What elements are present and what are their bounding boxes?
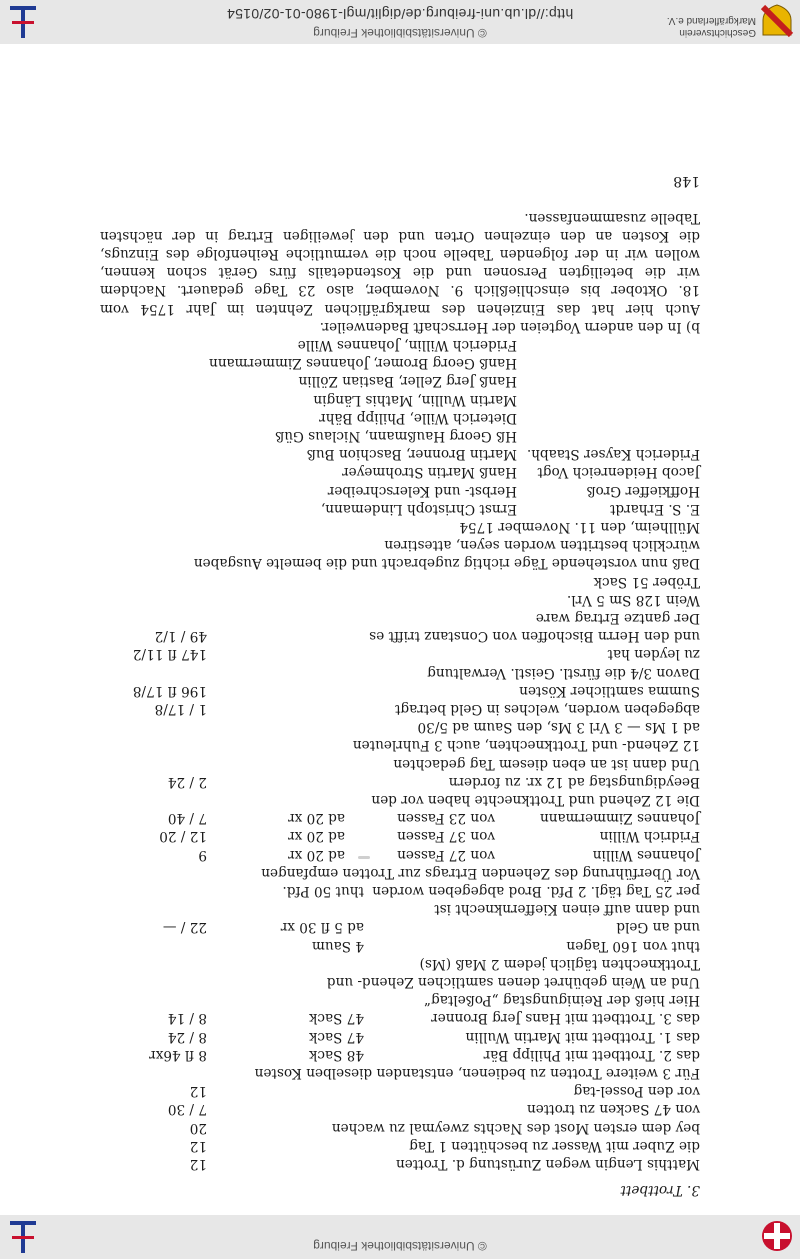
row-amount: 22 / — [162,919,207,936]
row-amount: 7 / 40 [167,810,207,827]
permalink-url[interactable]: http://dl.ub.uni-freiburg.de/diglit/mgl-1980-01-02/0154 [226,6,574,22]
paragraph-line: 18. Oktober bis einschließlich 9. November, also 23 Tage gedauert. Nachdem [100,282,700,299]
row-text: Die 12 Zehend und Trottknechte haben vor den [371,792,700,808]
row-amount: 12 [189,1137,207,1154]
row-text: thut von 160 Tagen [566,937,700,954]
section-heading: 3. Trottbett [620,1182,700,1198]
row-text: vor den Possel-tag [573,1083,700,1100]
row-middle: 48 Sack [309,1046,364,1063]
row-text: das 3. Trottbett mit Hans Jerg Bronner [431,1010,700,1027]
row-middle: ad 5 fl 30 xr [280,919,364,936]
paragraph-line: Auch hier hat das Einziehen des markgräflichen Zehnten im Jahr 1754 vom [100,300,700,317]
row-rate: ad 20 xr [288,810,345,827]
row-quantity: von 23 Fassen [397,810,495,827]
row-text: Jacob Heidenreich Vogt [537,464,700,481]
row-amount: 9 [198,846,207,863]
row-middle: Ernst Christoph Lindemann, [320,500,517,517]
row-amount: 196 fl 17/8 [132,682,207,699]
row-text: Daß nun vorstehende Täge richtig zugebracht und die bemelte Ausgaben [193,555,700,572]
row-text: Johannes Willin [592,846,700,863]
row-middle: Martin Bronner, Baschion Buß [306,446,517,463]
row-text: Wein 128 Sm 5 Vrl. [566,591,700,608]
row-text: das 2. Trottbett mit Philipp Bär [483,1046,700,1063]
row-text: bey dem ersten Most des Nachts zweymal zu wachen [331,1119,700,1136]
row-amount: 12 [189,1083,207,1100]
row-text: Davon 3/4 die fürstl. Geistl. Verwaltung [427,664,700,681]
paragraph-line: die Kosten an den einzelnen Orten und den jeweiligen Ertrag in der nächsten [100,227,700,244]
page-number: 148 [673,173,700,190]
row-text: Für 3 weitere Trotten zu bedienen, entstanden dieselben Kosten [254,1065,700,1081]
row-text: würcklich bestritten worden seyen, attestiren [384,537,700,554]
row-amount: 8 fl 46xr [149,1046,207,1063]
row-text: abgegeben worden, welches in Geld betragt [395,701,700,717]
row-text: per 25 Tag tägl. 2 Pfd. Brod abgegeben worden [372,883,700,899]
row-text: Tröber 51 Sack [593,573,700,590]
row-amount: 147 fl 11/2 [132,646,207,663]
row-amount: 12 [189,1156,207,1172]
row-amount: 1 / 17/8 [154,701,207,717]
row-text: E. S. Erhardt [610,500,700,517]
row-text: Hier hieß der Reinigungstag „Poßeltag“ [424,992,700,1009]
row-middle: 47 Sack [309,1010,364,1027]
row-text: das 1. Trottbett mit Martin Wullin [465,1028,700,1045]
ub-tower-icon [8,1219,38,1255]
row-text: von 47 Sacken zu trotten [526,1101,700,1118]
row-amount: 49 / 1/2 [154,628,207,645]
row-text: b) In den andern Vogteien der Herrschaft Badenweiler. [319,318,700,335]
row-text: Müllheim, den 11. November 1754 [459,519,700,535]
row-middle: Hanß Martin Strohmeyer [342,464,517,481]
row-amount: 12 / 20 [159,828,207,845]
row-amount: 8 / 24 [167,1028,207,1045]
row-text: die Zuber mit Wasser zu beschütten 1 Tag [409,1137,700,1154]
row-middle: 47 Sack [309,1028,364,1045]
row-middle: Hanß Georg Bromer, Johannes Zimmermann [209,355,517,372]
row-text: und an Geld [616,919,700,936]
row-amount: 8 / 14 [167,1010,207,1027]
row-text: Und an Wein gebühret denen samtlichen Zehend- und [326,974,700,990]
row-middle: Martin Wullin, Mathis Längin [313,391,517,408]
row-text: Johannes Zimmermann [540,810,700,827]
row-text: Summa samtlicher Kösten [519,682,700,699]
row-text: Friderich Kayser Staabh. [526,446,700,463]
row-middle: Herbst- und Kelerschreiber [327,482,517,499]
paragraph-line: wir die beteiligten Personen und die Kostendetails fürs Gerät schon kennen, [100,264,700,281]
paragraph-line: wollen wir in der folgenden Tabelle noch die vermutliche Reihenfolge des Einzugs, [100,246,700,262]
bottom-info-bar [0,1215,800,1259]
ub-tower-icon-top [8,4,38,40]
society-line-2: Markgräflerland e.V. [666,15,756,26]
row-middle: Dieterich Wille, Philipp Bähr [319,409,517,426]
row-amount: 20 [189,1119,207,1136]
row-text: und dann auff einen Kieffernknecht ist [434,901,700,918]
row-amount: 7 / 30 [167,1101,207,1118]
row-text: Matthis Lengin wegen Zurüstung d. Trotten [395,1156,700,1172]
row-text: und den Herrn Bischoffen von Constanz trifft es [369,628,700,645]
top-info-bar [0,0,800,44]
society-line-1: Geschichtsverein [679,27,756,38]
library-holder-text: © Universitätsbibliothek Freiburg [313,1239,487,1253]
library-holder-text-top: © Universitätsbibliothek Freiburg [313,26,487,40]
row-quantity: von 27 Fassen [397,846,495,863]
row-text: Fridrich Willin [599,828,700,845]
row-text: zu leyden hat [607,646,700,663]
row-rate: ad 20 xr [288,846,345,863]
row-text: Und dann ist an eben diesem Tag gedachten [393,755,700,772]
row-middle: 4 Saum [311,937,364,954]
row-text: ad 1 Ms — 3 Vrl 3 Ms, den Saum ad 5/30 [417,719,700,736]
row-text: Hoffkieffer Groß [586,482,700,499]
row-middle: Hanß Jerg Zeller, Bastian Zöllin [298,373,517,390]
row-text: Vor Überführung des Zehenden Ertrags zur Trotten empfangen [261,864,700,881]
row-text: Der gantze Ertrag ware [535,610,700,626]
row-middle: Hß Georg Haußmann, Niclaus Güß [275,428,517,444]
paragraph-line: Tabelle zusammenfassen. [524,209,700,226]
row-text: 12 Zehend- und Trottknechten, auch 3 Fuhrleuten [352,737,700,754]
row-text: Beeydigungstag ad 12 xr. zu fordern [448,773,700,790]
scan-smudge [358,856,370,859]
row-amount: 2 / 24 [167,773,207,790]
row-middle: thut 50 Pfd. [282,883,364,899]
row-rate: ad 20 xr [288,828,345,845]
row-quantity: von 37 Fassen [397,828,495,845]
row-middle: Friderich Willin, Johannes Wille [297,337,517,353]
row-text: Trottknechten täglich jedem 2 Maß (Ms) [419,955,700,972]
